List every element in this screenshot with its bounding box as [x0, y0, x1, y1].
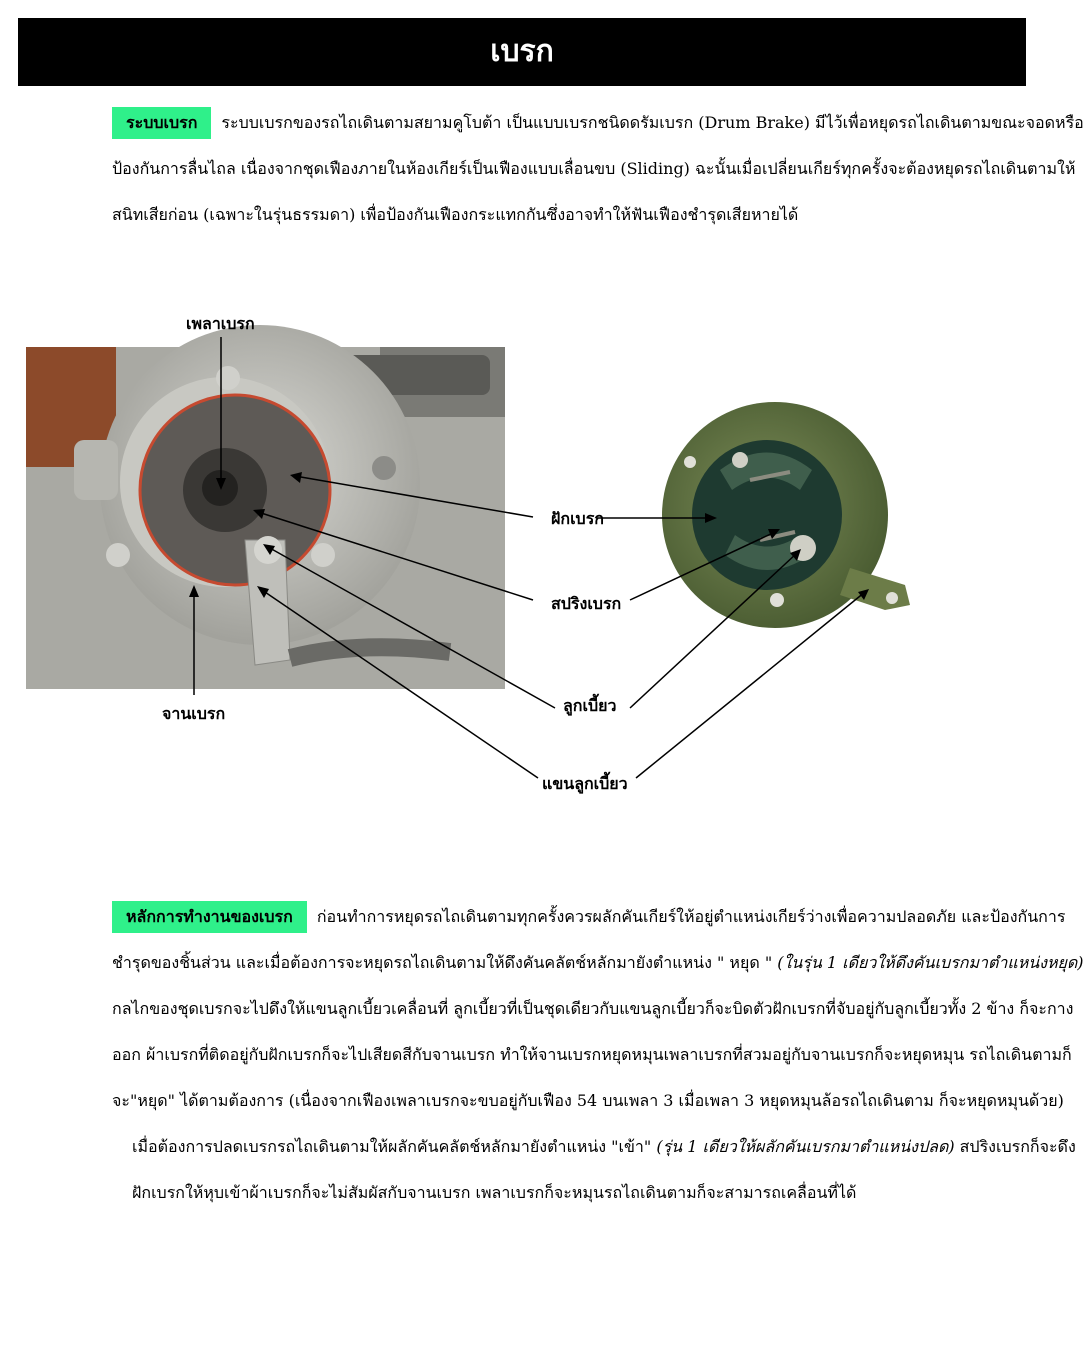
label-brake-shaft: เพลาเบรก [186, 314, 255, 333]
label-cam-arm: แขนลูกเบี้ยว [542, 774, 628, 793]
release-text-italic: (รุ่น 1 เดียวให้ผลักคันเบรกมาตำแหน่งปลด) [656, 1137, 955, 1156]
label-brake-spring: สปริงเบรก [551, 594, 622, 613]
section-tag-brake-system: ระบบเบรก [112, 107, 211, 139]
operation-text-a: ก่อนทำการหยุดรถไถเดินตามทุกครั้งควรผลักคันเกียร์ให้อยู่ตำแหน่งเกียร์ว่างเพื่อความปลอดภัย และป้องกันการชำรุดของชิ้นส่วน และเมื่อต้องการจะหยุดรถไถเดินตามให้ดึงคันคลัตช์หลักมายังตำแหน่ง " หยุด " [112, 907, 1066, 972]
operation-text-a-italic: (ในรุ่น 1 เดียวให้ดึงคันเบรกมาตำแหน่งหยุด) [777, 953, 1084, 972]
release-text: เมื่อต้องการปลดเบรกรถไถเดินตามให้ผลักคันคลัตช์หลักมายังตำแหน่ง "เข้า" [132, 1137, 657, 1156]
brake-shoe-photo [662, 402, 910, 628]
page-title: เบรก [18, 18, 1026, 86]
section-tag-brake-operation: หลักการทำงานของเบรก [112, 901, 307, 933]
brake-diagram [0, 300, 1042, 820]
release-text-2: สปริงเบรกก็จะดึงฝักเบรกให้หุบเข้าผ้าเบรกก็จะไม่สัมผัสกับจานเบรก เพลาเบรกก็จะหมุนรถไถเดินตามก็จะสามารถเคลื่อนที่ได้ [132, 1137, 1076, 1202]
label-cam: ลูกเบี้ยว [563, 696, 617, 715]
label-brake-plate: จานเบรก [162, 704, 226, 723]
operation-text-a2: กลไกของชุดเบรกจะไปดึงให้แขนลูกเบี้ยวเคลื่อนที่ ลูกเบี้ยวที่เป็นชุดเดียวกับแขนลูกเบี้ยวก็จะบิดตัวฝักเบรกที่จับอยู่กับลูกเบี้ยวทั้ง 2 ข้าง ก็จะกางออก ผ้าเบรกที่ติดอยู่กับฝักเบรกก็จะไปเสียดสีกับจานเบรก ทำให้จานเบรกหยุดหมุนเพลาเบรกที่สวมอยู่กับจานเบรกก็จะหยุดหมุน รถไถเดินตามก็จะ"หยุด" ได้ตามต้องการ (เนื่องจากเฟืองเพลาเบรกจะขบอยู่กับเฟือง 54 บนเพลา 3 เมื่อเพลา 3 หยุดหมุนล้อรถไถเดินตาม ก็จะหยุดหมุนด้วย) [112, 999, 1074, 1110]
intro-text: ระบบเบรกของรถไถเดินตามสยามคูโบต้า เป็นแบบเบรกชนิดดรัมเบรก (Drum Brake) มีไว้เพื่อหยุดรถไถเดินตามขณะจอดหรือป้องกันการลื่นไถล เนื่องจากชุดเฟืองภายในห้องเกียร์เป็นเฟืองแบบเลื่อนขบ (Sliding) ฉะนั้นเมื่อเปลี่ยนเกียร์ทุกครั้งจะต้องหยุดรถไถเดินตามให้สนิทเสียก่อน (เฉพาะในรุ่นธรรมดา) เพื่อป้องกันเฟืองกระแทกกันซึ่งอาจทำให้ฟันเฟืองชำรุดเสียหายได้ [112, 113, 1084, 224]
intro-paragraph [22, 100, 1092, 238]
brake-illustration [0, 300, 1042, 820]
label-brake-shoe: ฝักเบรก [551, 509, 604, 528]
operation-paragraph [22, 894, 1092, 1216]
brake-assembly-photo [26, 325, 505, 689]
